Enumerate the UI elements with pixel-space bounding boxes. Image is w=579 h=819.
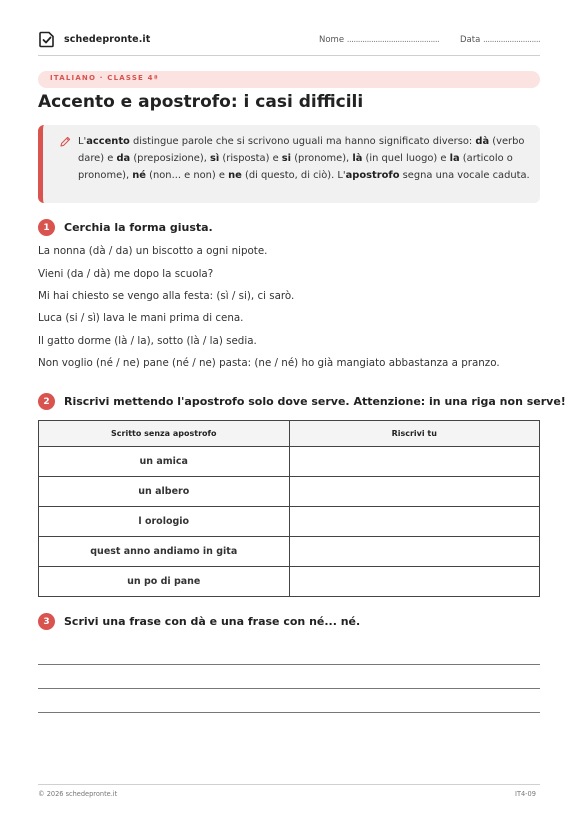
section-1-number: 1 (38, 219, 55, 236)
section-2-title: Riscrivi mettendo l'apostrofo solo dove serve. Attenzione: in una riga non serve! (64, 395, 566, 408)
date-field[interactable] (460, 35, 540, 45)
writing-line[interactable] (38, 688, 540, 689)
section-2-header (38, 393, 566, 410)
footer-copyright: © 2026 schedepronte.it (38, 790, 118, 798)
table-row (39, 567, 540, 597)
original-phrase: un amica (39, 447, 290, 477)
exercise-line: La nonna (dà / da) un biscotto a ogni nipote. (38, 245, 268, 257)
exercise-line: Vieni (da / dà) me dopo la scuola? (38, 268, 214, 280)
answer-cell[interactable] (289, 507, 540, 537)
column-header-original: Scritto senza apostrofo (39, 421, 290, 447)
class-label: ITALIANO · CLASSE 4ª (50, 74, 159, 82)
brand (38, 30, 150, 48)
table-row (39, 477, 540, 507)
exercise-line: Mi hai chiesto se vengo alla festa: (sì / si), ci sarò. (38, 290, 295, 302)
footer-code: IT4-09 (515, 790, 536, 798)
table-row (39, 507, 540, 537)
original-phrase: un po di pane (39, 567, 290, 597)
exercise-line: Non voglio (né / ne) pane (né / ne) pasta: (ne / né) ho già mangiato abbastanza a pranzo. (38, 357, 500, 369)
section-2-number: 2 (38, 393, 55, 410)
info-text: L'accento distingue parole che si scrivono uguali ma hanno significato diverso: dà (verbo dare) e da (preposizione), sì (risposta) e si (pronome), là (in quel luogo) e la (articolo o pronome), né (non... e non) e ne (di questo, di ciò). L'apostrofo segna una vocale caduta. (78, 136, 530, 181)
answer-cell[interactable] (289, 567, 540, 597)
class-banner (38, 71, 540, 88)
answer-cell[interactable] (289, 477, 540, 507)
name-label: Nome (319, 35, 345, 45)
section-3-title: Scrivi una frase con dà e una frase con né... né. (64, 615, 361, 628)
checked-document-icon (38, 30, 56, 48)
info-box (38, 125, 540, 203)
apostrophe-table (38, 420, 540, 597)
writing-line[interactable] (38, 664, 540, 665)
writing-line[interactable] (38, 712, 540, 713)
answer-cell[interactable] (289, 447, 540, 477)
table-row (39, 537, 540, 567)
page-header (38, 30, 540, 56)
section-3-number: 3 (38, 613, 55, 630)
section-3-header (38, 613, 360, 630)
original-phrase: quest anno andiamo in gita (39, 537, 290, 567)
date-label: Data (460, 35, 481, 45)
exercise-line: Il gatto dorme (là / la), sotto (là / la) sedia. (38, 335, 257, 347)
table-row (39, 447, 540, 477)
date-dots: .......................... (483, 35, 541, 45)
exercise-line: Luca (si / sì) lava le mani prima di cena. (38, 312, 244, 324)
name-field[interactable] (319, 35, 439, 45)
name-dots: .......................................... (346, 35, 440, 45)
answer-cell[interactable] (289, 537, 540, 567)
section-1-title: Cerchia la forma giusta. (64, 221, 213, 234)
column-header-rewrite: Riscrivi tu (289, 421, 540, 447)
section-1-header (38, 219, 213, 236)
original-phrase: l orologio (39, 507, 290, 537)
table-header-row (39, 421, 540, 447)
footer-divider (38, 784, 540, 785)
brand-name: schedepronte.it (64, 33, 151, 45)
original-phrase: un albero (39, 477, 290, 507)
pencil-icon (59, 136, 71, 148)
page-title: Accento e apostrofo: i casi difficili (38, 92, 364, 112)
